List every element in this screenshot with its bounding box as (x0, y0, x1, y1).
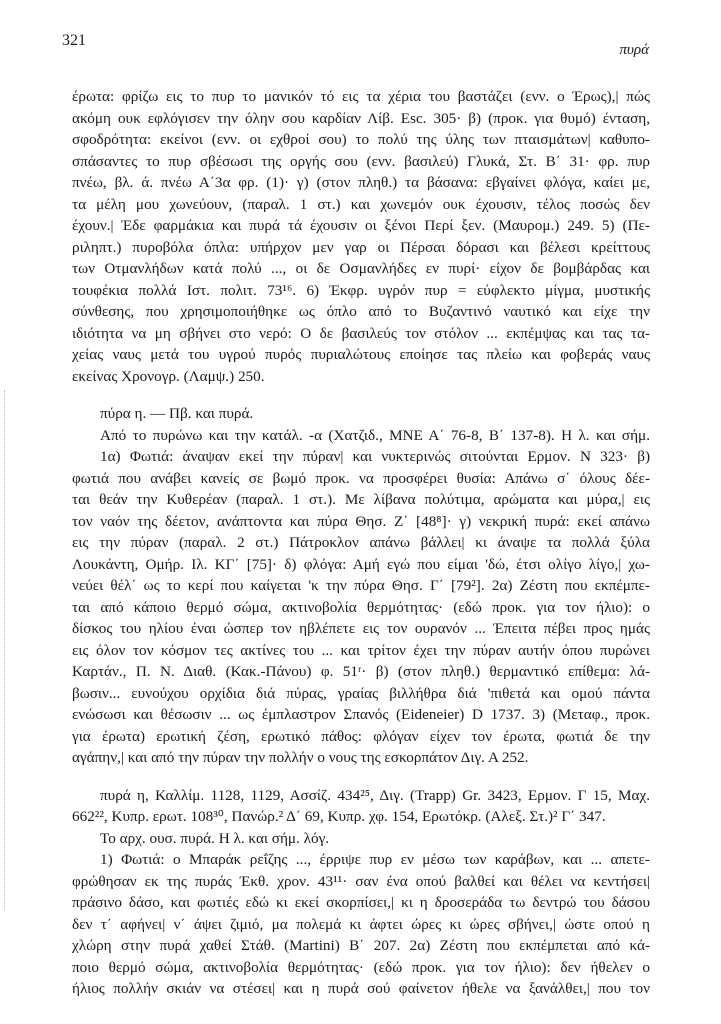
text-line: εις την πύραν (παραλ. 2 στ.) Πάτροκλον απάνω βάλλει| κι άναψε τα πολλά ξύλα (72, 534, 650, 551)
text-line: 1α) Φωτιά: άναψαν εκεί την πύραν| και νυκτερινώς σιτούνται Ερμον. Ν 323· β) (100, 448, 650, 465)
text-line: σπάσαντες το πυρ σβέσωσι της οργής σου (ενν. βασιλεύ) Γλυκά, Στ. Β΄ 31· φρ. πυρ (72, 152, 650, 170)
text-line: των Οτμανλήδων κατά πολύ ..., οι δε Οσμανλήδες εν πυρί· είχον δε βομβάρδας και (72, 260, 650, 277)
text-line: 662²², Κυπρ. ερωτ. 108³⁰, Πανώρ.² Δ΄ 69, Κυπρ. χφ. 154, Ερωτόκρ. (Αλεξ. Στ.)² Γ΄ 347. (72, 808, 606, 825)
text-line: πύρα η. — Πβ. και πυρά. (100, 405, 254, 422)
scan-edge-artifact (4, 390, 6, 910)
text-line: τουφέκια πολλά Ιστ. πολιτ. 73¹⁶. 6) Έκφρ. υγρόν πυρ = εύφλεκτο μίγμα, μυστικής (72, 281, 650, 299)
text-line: φρώθησαν εκ της πυράς Έκθ. χρον. 43¹¹· σαν ένα οπού βαλθεί και θέλει να κεντήσει| (72, 872, 650, 890)
dictionary-paragraph (72, 849, 650, 1000)
text-line: χλώρη στην πυρά χαθεί Στάθ. (Martini) Β΄ 207. 2α) Ζέστη που εκπέμπεται από κά- (72, 937, 650, 954)
running-head: πυρά (619, 42, 649, 58)
text-line: αγάπην,| και από την πύραν την πολλήν ο νους της εσκορπάτον Διγ. Α 252. (72, 749, 529, 766)
text-line: σφοδρότητα: εκείνοι (ενν. οι εχθροί σου) το πολύ της ύλης των πταισμάτων| καθυπο- (72, 131, 650, 148)
text-line: ακόμη ουκ εφλόγισεν την όλην σου καρδίαν Λίβ. Esc. 305· β) (προκ. για θυμό) ένταση, (72, 109, 650, 127)
text-line: ται από κάποιο θερμό σώμα, ακτινοβολία θερμότητας· (εδώ προκ. για τον ήλιο): ο (72, 598, 650, 616)
dictionary-paragraph (72, 403, 650, 425)
text-line: έχουν.| Έδε φαρμάκια και πυρά τά έχουσιν οι ξένοι Περί ξεν. (Μαυρομ.) 249. 5) (Πε- (72, 217, 650, 234)
dictionary-body-text (72, 86, 650, 1000)
text-line: τα μέλη μου χωνεύουν, (παραλ. 1 στ.) και χωνεμόν ουκ έχουσιν, τέλος ποσώς δεν (72, 195, 650, 213)
text-line: Από το πυρώνω και την κατάλ. -α (Χατζιδ., ΜΝΕ Α΄ 76-8, Β΄ 137-8). Η λ. και σήμ. (100, 426, 650, 444)
text-line: για έρωτα) ερωτική ζέση, ερωτικό πάθος: φλόγαν είχεν τον έρωτα, φωτιά δε την (72, 727, 650, 745)
text-line: ήλιος πολλήν σκιάν να στέσει| και η πυρά σού φαίνετον ήθελε να ξανάλθει,| που τον (72, 980, 650, 997)
text-line: ται θεάν την Κυθερέαν (παραλ. 1 στ.). Με λίβανα πολύτιμα, αρώματα και μύρα,| εις (72, 491, 650, 508)
text-line: έρωτα: φρίζω εις το πυρ το μανικόν τό εις τα χέρια του βαστάζει (ενν. ο Έρως),| πώς (72, 88, 650, 105)
text-line: εις όλον τον κόσμον τες ακτίνες του ... και τρίτον έχει την πύραν αυτήν όπου πυρώνει (72, 641, 650, 659)
text-line: πνέω, βλ. ά. πνέω Α΄3α φρ. (1)· γ) (στον πληθ.) τα βάσανα: εβγαίνει φλόγα, καίει με, (72, 174, 650, 191)
text-line: 1) Φωτιά: ο Μπαράκ ρεΐζης ..., έρριψε πυρ εν μέσω των καράβων, και ... απετε- (100, 851, 650, 868)
text-line: εκείνας Χρονογρ. (Λαμψ.) 250. (72, 367, 265, 385)
text-line: τον ναόν της δέετον, ανάπτοντα και πύρα Θησ. Ζ΄ [48⁸]· γ) νεκρική πυρά: εκεί απάνω (72, 512, 650, 530)
text-line: Καρτάν., Π. Ν. Διαθ. (Κακ.-Πάνου) φ. 51ʳ· β) (στον πληθ.) θερμαντικό επίθεμα: λά- (72, 663, 650, 680)
text-line: σύνθεσης, που χρησιμοποιήθηκε ως όπλο από το Βυζαντινό ναυτικό και είχε την (72, 303, 650, 320)
text-line: Το αρχ. ουσ. πυρά. Η λ. και σήμ. λόγ. (100, 829, 330, 847)
dictionary-paragraph (72, 828, 650, 850)
text-line: πυρά η, Καλλίμ. 1128, 1129, Ασσίζ. 434²⁵, Διγ. (Trapp) Gr. 3423, Ερμον. Γ 15, Μαχ. (100, 786, 650, 804)
text-line: δεν τ΄ αφήνει| ν΄ άψει ζιμιό, μα πολεμά κι άφτει ώρες κι ώρες σβήνει,| ώστε οπού η (72, 915, 650, 933)
text-line: χείας ναυς μετά του υγρού πυρός πυριαλώτους εποίησε τας πλείω και φοβεράς ναυς (72, 346, 650, 363)
text-line: δίσκος του ηλίου έναι ώσπερ τον ηβλέπετε εις τον ουρανόν ... Έπειτα πέβει προς ημάς (72, 620, 650, 637)
text-line: ιδιότητα να μη σβήνει στο νερό: Ο δε βασιλεύς τον στόλον ... εκπέμψας και τας τα- (72, 324, 650, 342)
dictionary-paragraph (72, 86, 650, 387)
text-line: ποιο θερμό σώμα, ακτινοβολία θερμότητας· (εδώ προκ. για τον ήλιο): δεν ήθελεν ο (72, 958, 650, 976)
text-line: πράσινο δάσο, και φωτιές εδώ κι εκεί σκορπίσει,| κι η δροσεράδα τω δεντρώ του δάσου (72, 894, 650, 911)
dictionary-paragraph (72, 425, 650, 447)
text-line: νεύει θέλ΄ ως το κερί που καίγεται 'κ την πύρα Θησ. Γ΄ [79²]. 2α) Ζέστη που εκπέμπε- (72, 577, 650, 594)
text-line: Λουκάντη, Ομήρ. Ιλ. ΚΓ΄ [75]· δ) φλόγα: Αμή εγώ που είμαι 'δώ, έτσι ολίγο λίγο,| χω- (72, 555, 650, 573)
dictionary-paragraph (72, 446, 650, 769)
text-line: ριληπτ.) πυροβόλα όπλα: υπήρχον μεν γαρ οι Πέρσαι δόρασι και βέλεσι κρείττους (72, 238, 650, 256)
text-line: βωσιν... ευνούχου ορχίδια διά πύρας, γραίας βιλλήθρα διά 'πιθετά και ομού πάντα (72, 684, 650, 702)
dictionary-paragraph (72, 785, 650, 828)
text-line: ενώσωσι και θέσωσιν ... ως έμπλαστρον Σπανός (Eideneier) D 1737. 3) (Μεταφ., προκ. (72, 706, 650, 723)
text-line: φωτιά που ανάβει κανείς σε βωμό προκ. να προσφέρει θυσία: Απάνω σ΄ όλους δέε- (72, 469, 650, 487)
page-number: 321 (62, 32, 86, 49)
